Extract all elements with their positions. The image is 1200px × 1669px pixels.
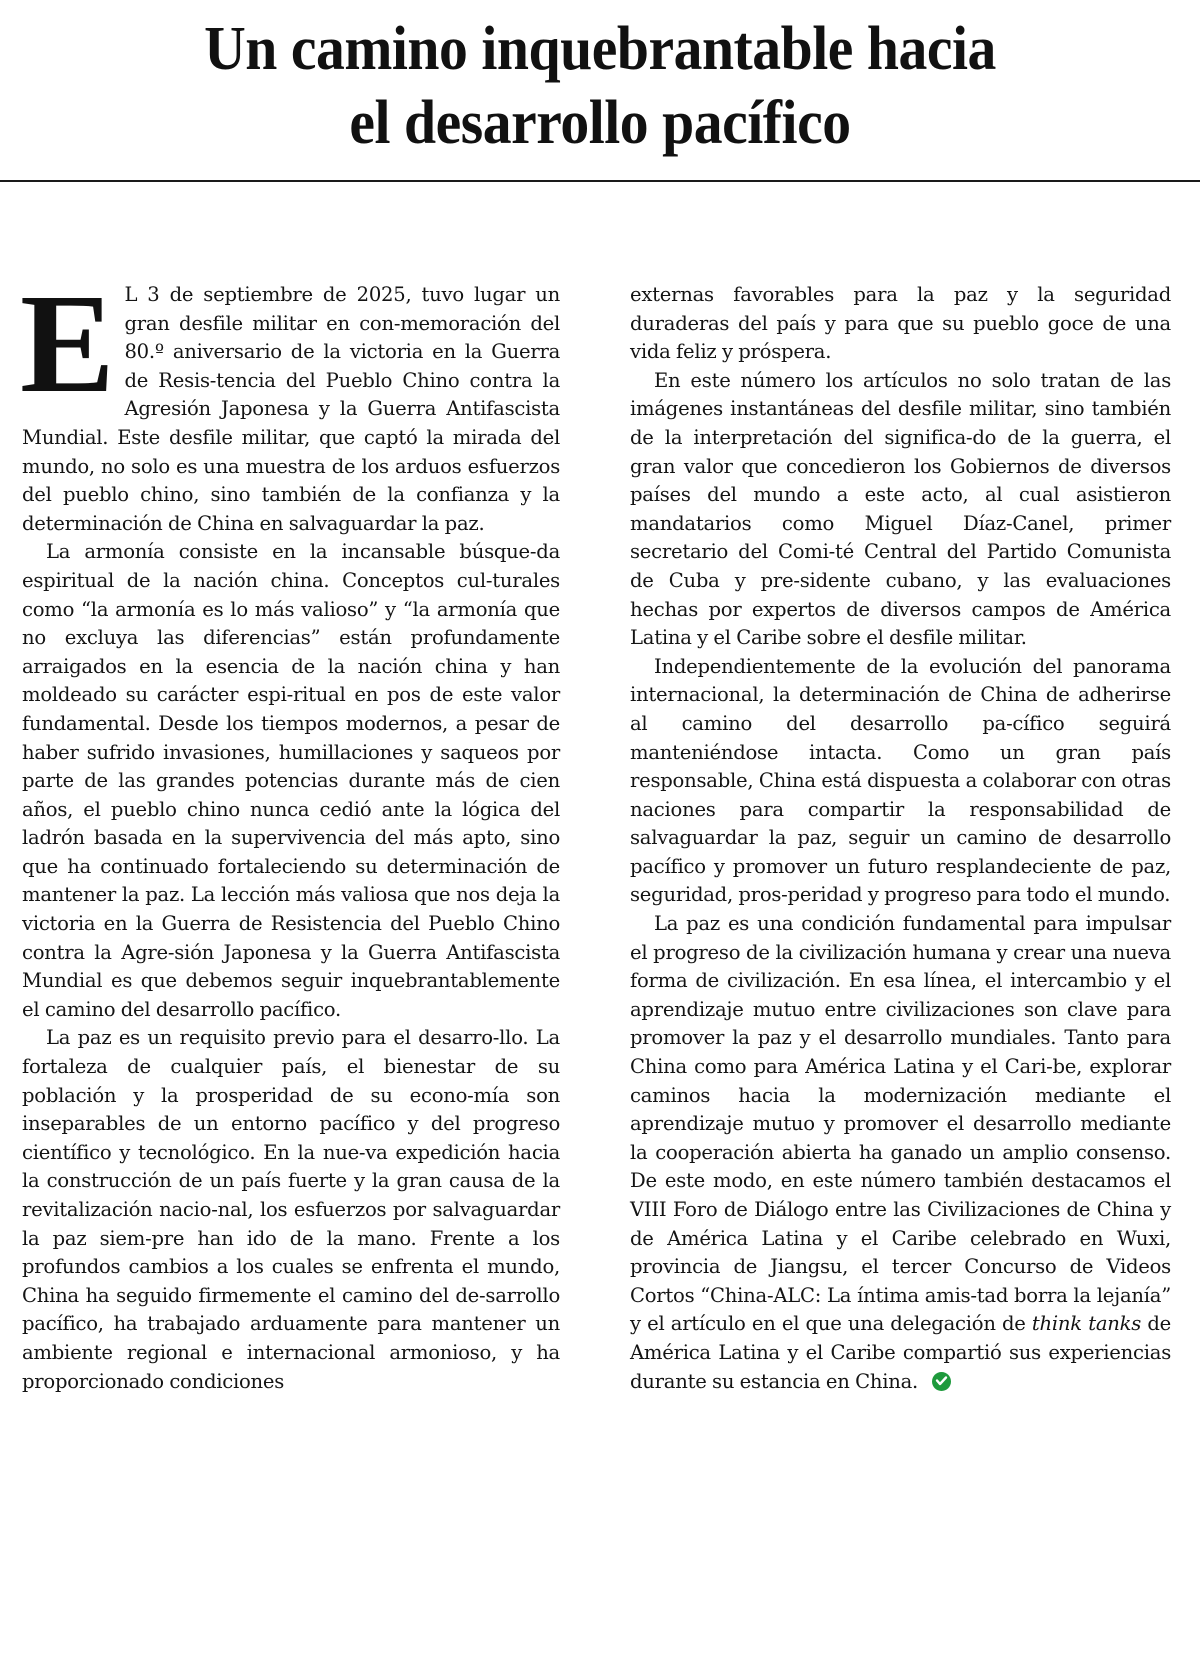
paragraph-6-italic: think tanks [1031,1312,1142,1336]
paragraph-2: La armonía consiste en la incansable búsque-da espiritual de la nación china. Conceptos cul-turales como “la armonía es lo más valioso” y “la armonía que no excluya las diferencias” están profundamente arraigados en la esencia de la nación china y han moldeado su carácter espi-ritual en pos de este valor fundamental. Desde los tiempos modernos, a pesar de haber sufrido invasiones, humillaciones y saqueos por parte de las grandes potencias durante más de cien años, el pueblo chino nunca cedió ante la lógica del ladrón basada en la supervivencia del más apto, sino que ha continuado fortaleciendo su determinación de mantener la paz. La lección más valiosa que nos deja la victoria en la Guerra de Resistencia del Pueblo Chino contra la Agre-sión Japonesa y la Guerra Antifascista Mundial es que debemos seguir inquebrantablemente el camino del desarrollo pacífico. [22,540,560,1021]
paragraph-3: La paz es un requisito previo para el desarro-llo. La fortaleza de cualquier país, el bienestar de su población y la prosperidad de su econo-mía son inseparables de un entorno pacífico y del progreso científico y tecnológico. En la nue-va expedición hacia la construcción de un país fuerte y la gran causa de la revitalización nacio-nal, los esfuerzos por salvaguardar la paz siem-pre han ido de la mano. Frente a los profundos cambios a los cuales se enfrenta el mundo, China ha seguido firmemente el camino del de-sarrollo pacífico, ha trabajado arduamente para mantener un ambiente regional e internacional armonioso, y ha proporcionado condiciones [22,1026,560,1393]
paragraph-6 [630,910,1171,1396]
headline-line-1: Un camino inquebrantable hacia [204,15,996,83]
end-of-article-check-icon [932,1372,951,1391]
paragraph-3-continued: externas favorables para la paz y la seguridad duraderas del país y para que su pueblo goce de una vida feliz y próspera. [630,283,1171,364]
article-column-right [630,281,1171,1396]
headline-divider [0,180,1200,182]
drop-cap: E [20,264,115,422]
headline-line-2: el desarrollo pacífico [349,89,851,157]
paragraph-6-text-a: La paz es una condición fundamental para impulsar el progreso de la civilización humana y crear una nueva forma de civilización. En esa línea, el intercambio y el aprendizaje mutuo entre civilizaciones son clave para promover la paz y el desarrollo mundiales. Tanto para China como para América Latina y el Cari-be, explorar caminos hacia la modernización mediante el aprendizaje mutuo y promover el desarrollo mediante la cooperación abierta ha ganado un amplio consenso. De este modo, en este número también destacamos el VIII Foro de Diálogo entre las Civilizaciones de China y de América Latina y el Caribe celebrado en Wuxi, provincia de Jiangsu, el tercer Concurso de Videos Cortos “China-ALC: La íntima amis-tad borra la lejanía” y el artículo en el que una delegación de [630,912,1171,1336]
paragraph-5: Independientemente de la evolución del panorama internacional, la determinación de China de adherirse al camino del desarrollo pa-cífico seguirá manteniéndose intacta. Como un gran país responsable, China está dispuesta a colaborar con otras naciones para compartir la responsabilidad de salvaguardar la paz, seguir un camino de desarrollo pacífico y promover un futuro resplandeciente de paz, seguridad, pros-peridad y progreso para todo el mundo. [630,654,1171,907]
paragraph-4: En este número los artículos no solo tratan de las imágenes instantáneas del desfile militar, sino también de la interpretación del significa-do de la guerra, el gran valor que concedieron los Gobiernos de diversos países del mundo a este acto, al cual asistieron mandatarios como Miguel Díaz-Canel, primer secretario del Comi-té Central del Partido Comunista de Cuba y pre-sidente cubano, y las evaluaciones hechas por expertos de diversos campos de América Latina y el Caribe sobre el desfile militar. [630,368,1171,650]
paragraph-1 [20,264,560,538]
article-column-left [20,264,560,1396]
article-headline [42,12,1158,160]
paragraph-1-text: L 3 de septiembre de 2025, tuvo lugar un gran desfile militar en con-memoración del 80.º aniversario de la victoria en la Guerra de Resis-tencia del Pueblo Chino contra la Agresión Japonesa y la Guerra Antifascista Mundial. Este desfile militar, que captó la mirada del mundo, no solo es una muestra de los arduos esfuerzos del pueblo chino, sino también de la confianza y la determinación de China en salvaguardar la paz. [22,283,560,535]
paragraph-6-text-b: de América Latina y el Caribe compartió sus experiencias durante su estancia en China. [630,1312,1171,1393]
